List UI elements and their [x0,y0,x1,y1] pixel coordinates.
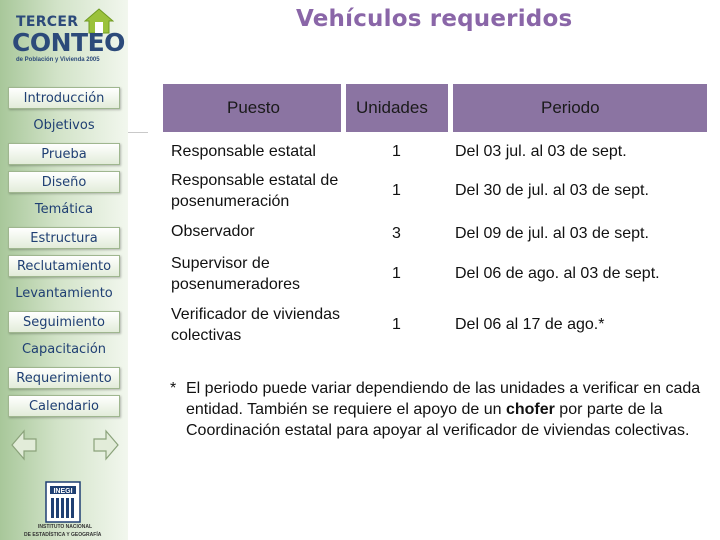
sidebar-item-reclutamiento[interactable]: Reclutamiento [8,255,120,277]
table-row [163,170,707,216]
sidebar-item-objetivos[interactable]: Objetivos [33,118,95,133]
footnote-text-before: El periodo puede variar dependiendo de las unidades a verificar en cada entidad. También se requiere el apoyo de un [186,380,701,418]
sidebar [0,0,128,540]
footnote-bold-word: chofer [505,401,555,418]
cell-puesto: Responsable estatal [171,143,316,160]
sidebar-item-capacitacion[interactable]: Capacitación [21,342,107,357]
sidebar-item-levantamiento[interactable]: Levantamiento [15,286,113,301]
inegi-logo: INEGI INSTITUTO NACIONAL DE ESTADÍSTICA Y GEOGRAFÍA [18,478,108,540]
cell-periodo: Del 30 de jul. al 03 de sept. [455,182,649,199]
cell-unidades: 3 [392,225,401,242]
inegi-emblem [18,478,108,526]
sidebar-item-tematica[interactable]: Temática [34,202,94,217]
arrow-right-icon[interactable] [92,428,120,462]
arrow-left-icon[interactable] [10,428,38,462]
sidebar-item-introduccion[interactable]: Introducción [8,87,120,109]
footnote-text-after: por parte de la Coordinación estatal para apoyar al verificador de viviendas colectivas. [186,401,690,439]
header-puesto: Puesto [227,98,280,117]
cell-puesto: Responsable estatal de posenumeración [171,172,339,210]
sidebar-item-diseno[interactable]: Diseño [8,171,120,193]
cell-unidades: 1 [392,316,401,333]
header-periodo: Periodo [541,98,600,117]
table-row [163,134,707,170]
page-title: Vehículos requeridos [296,6,573,32]
tercer-conteo-logo: TERCER CONTEO de Población y Vivienda 2005 [6,4,126,74]
table-row [163,248,707,298]
sidebar-item-seguimiento[interactable]: Seguimiento [8,311,120,333]
cell-periodo: Del 03 jul. al 03 de sept. [455,143,627,160]
cell-puesto: Verificador de viviendas colectivas [171,306,340,344]
divider [128,132,148,133]
cell-puesto: Observador [171,223,255,240]
header-cell-unidades [346,84,448,132]
sidebar-item-prueba[interactable]: Prueba [8,143,120,165]
svg-text:INEGI: INEGI [53,488,73,495]
sidebar-item-estructura[interactable]: Estructura [8,227,120,249]
cell-periodo: Del 06 al 17 de ago.* [455,316,605,333]
cell-periodo: Del 09 de jul. al 03 de sept. [455,225,649,242]
cell-unidades: 1 [392,143,401,160]
cell-unidades: 1 [392,265,401,282]
header-unidades: Unidades [356,98,428,117]
table-row [163,298,707,348]
vehicles-table [163,84,707,348]
footnote-text [186,378,706,441]
table-row [163,216,707,248]
footnote-asterisk: * [170,380,177,397]
cell-unidades: 1 [392,182,401,199]
cell-puesto: Supervisor de posenumeradores [171,255,300,293]
sidebar-item-calendario[interactable]: Calendario [8,395,120,417]
header-cell-periodo [453,84,707,132]
cell-periodo: Del 06 de ago. al 03 de sept. [455,265,660,282]
sidebar-item-requerimiento[interactable]: Requerimiento [8,367,120,389]
header-cell-puesto [163,84,341,132]
